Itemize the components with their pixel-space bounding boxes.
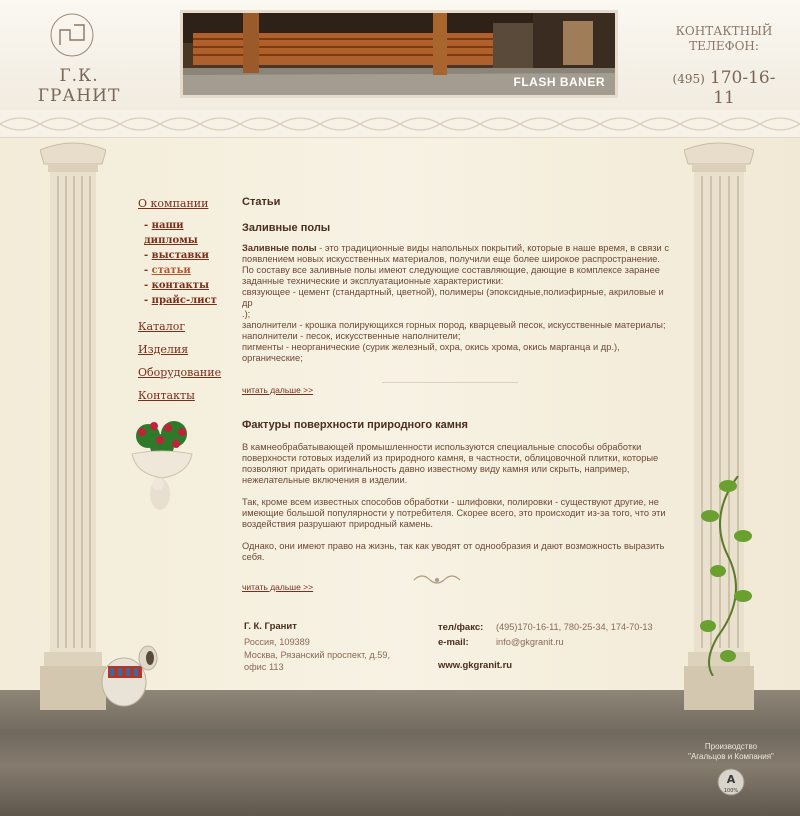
nav-equipment[interactable]: Оборудование [138,366,222,379]
nav-contacts[interactable]: Контакты [138,389,195,402]
nav-sub-link-pricelist[interactable]: прайс-лист [151,295,217,306]
badge-text: 100% [723,788,739,794]
contact-phone [662,68,786,108]
footer-email-row [438,636,678,649]
article-composition-line: .); [242,309,251,319]
article-composition-line: органические; [242,353,303,363]
article-divider [382,382,518,383]
read-more-link-textures[interactable]: читать дальше >> [242,582,314,592]
footer-address-line: Москва, Рязанский проспект, д.59, [244,649,391,660]
article-composition-line: пигменты - неорганические (сурик железный, охра, окись хрома, окись марганца и др.), [242,342,620,352]
nav-products[interactable]: Изделия [138,343,189,356]
nav-sub-link-articles[interactable]: статьи [151,265,191,276]
phone-code: (495) [672,72,705,86]
contact-phone-title: КОНТАКТНЫЙ ТЕЛЕФОН: [675,24,773,53]
nav-about-submenu [144,218,238,308]
footer-address-line: Россия, 109389 [244,637,310,647]
footer-phone-row [438,621,678,634]
ornament-strip [0,110,800,138]
amphora-decoration [98,640,160,710]
scroll-ornament-icon [0,110,800,138]
nav-sub-link-exhibitions[interactable]: выставки [151,250,209,261]
phone-number: 170-16-11 [709,68,776,108]
producer-badge-icon[interactable] [717,768,745,796]
nav-sub-item-pricelist: - прайс-лист [144,295,217,306]
read-more-link-floors[interactable]: читать дальше >> [242,385,314,395]
ornament-icon [412,570,462,590]
article-composition-line: заполнители - крошка полирующихся горных пород, кварцевый песок, искусственные материалы; [242,320,666,330]
left-navigation [138,197,238,402]
page-title: Статьи [242,196,281,208]
banner-label: FLASH BANER [513,75,605,89]
main-content [242,196,672,594]
producer-credit [672,742,790,762]
nav-about[interactable]: О компании [138,197,209,210]
footer-phone-label: тел/факс: [438,622,484,633]
logo-icon[interactable] [50,12,94,58]
article-title-textures: Фактуры поверхности природного камня [242,419,468,431]
flower-vase-decoration [128,418,196,520]
footer-address-line: офис 113 [244,662,284,672]
producer-company-link[interactable]: "Агальцов и Компания" [688,752,774,761]
left-column-image [40,140,106,710]
producer-line: Производство [704,742,758,751]
article-intro-floors: - это традиционные виды напольных покрытий, которые в наше время, в связи с появлением новых искусственных материалов, получили еще более широкое распространение. [242,243,669,264]
nav-catalog[interactable]: Каталог [138,320,186,333]
footer-email-link[interactable]: info@gkgranit.ru [496,637,564,647]
footer-email-label: e-mail: [438,637,469,648]
article-text-textures-p2: Так, кроме всем известных способов обработки - шлифовки, полировки - существуют другие, не имеющие большой популярности у потребителя. Скорее всего, это происходит из-за того, что эти воздействия разрушают природный камень. [242,497,666,529]
article-composition-line: связующее - цемент (стандартный, цветной), полимеры (эпоксидные,полиэфирные, акриловые и др [242,287,664,308]
footer-site-link[interactable]: www.gkgranit.ru [438,660,513,671]
article-composition-line: По составу все заливные полы имеют следующие составляющие, дающие в комплексе заранее [242,265,660,275]
nav-sub-item-contacts: - контакты [144,280,209,291]
article-text-textures-p1: В камнеобрабатывающей промышленности используются специальные способы обработки поверхности готовых изделий из природного камня, в частности, облицовочной плитки, которые позволяют придать оригинальность давно известному виду камня или скрыть, например, нежелательные включения в изделии. [242,442,659,485]
nav-sub-link-contacts[interactable]: контакты [151,280,209,291]
article-text-textures-p3: Однако, они имеют право на жизнь, так как уводят от однообразия и дают возможность выразить себя. [242,541,665,562]
nav-sub-item-exhibitions: - выставки [144,250,209,261]
footer-company-name: Г. К. Гранит [244,621,297,632]
nav-sub-item-diplomas: - наши дипломы [144,220,198,246]
nav-sub-item-articles: - статьи [144,265,191,276]
site-header [0,0,800,116]
article-title-floors: Заливные полы [242,222,331,234]
nav-sub-link-diplomas[interactable]: наши дипломы [144,220,198,246]
footer-contacts [438,621,678,649]
flash-banner[interactable] [180,10,618,98]
footer-phone-value: (495)170-16-11, 780-25-34, 174-70-13 [496,622,653,632]
article-composition-line: наполнители - песок, искусственные наполнители; [242,331,461,341]
article-text-floors [242,243,672,265]
logo-text[interactable]: Г.К. ГРАНИТ [37,66,121,106]
article-composition-line: заданные технические и эксплуатационные характеристики: [242,276,504,286]
ivy-decoration [688,476,758,676]
svg-text:A: A [726,773,736,786]
footer-company [244,621,414,674]
article-lead-floors: Заливные полы [242,243,317,253]
